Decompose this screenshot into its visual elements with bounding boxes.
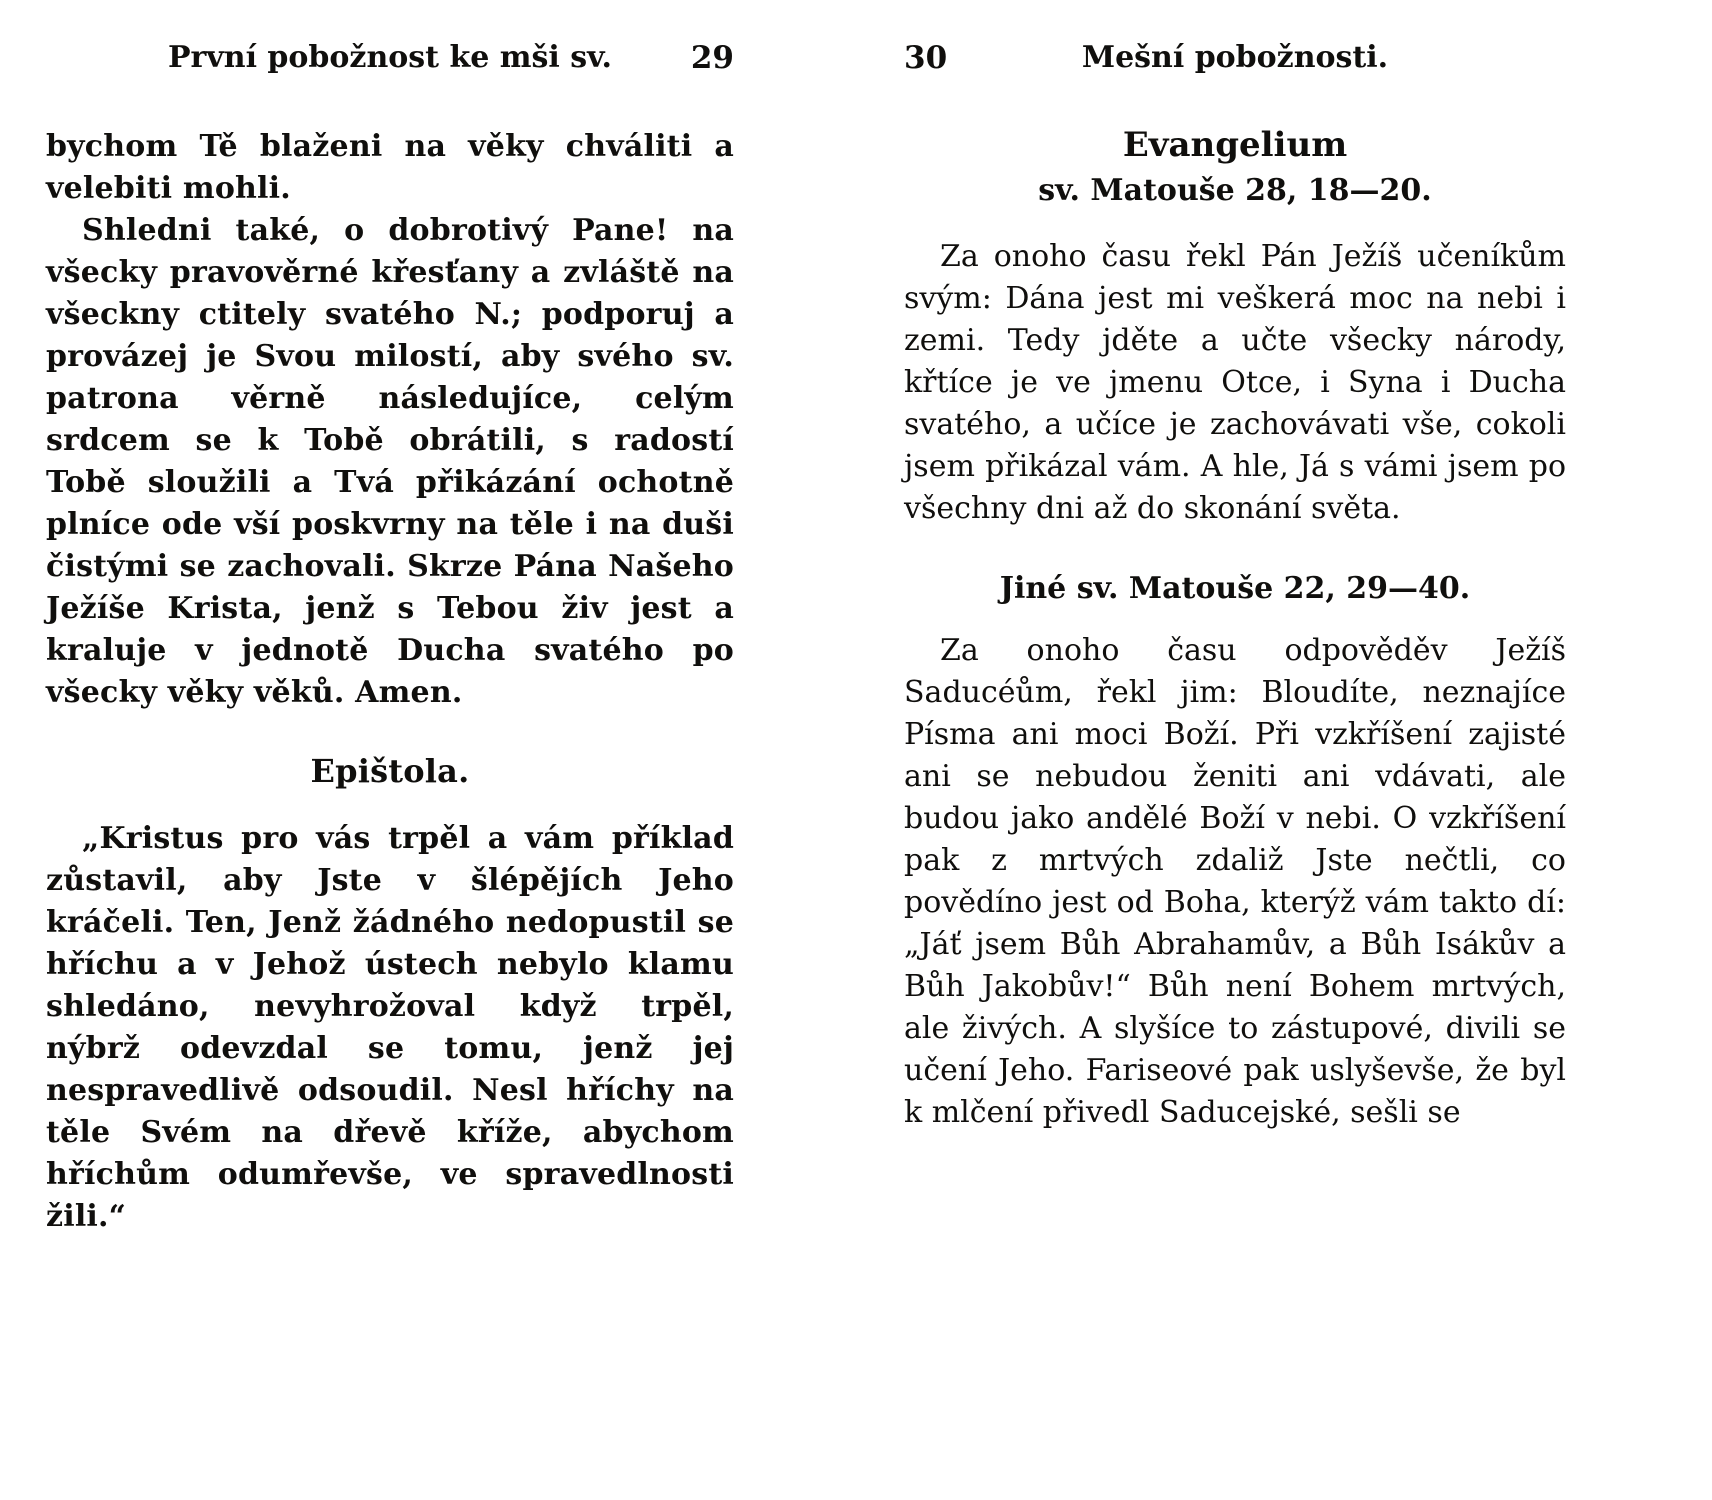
paragraph-continuation: bychom Tě blaženi na věky chváliti a velebiti mohli. bbox=[46, 129, 734, 206]
section-subheading-matous-22: Jiné sv. Matouše 22, 29—40. bbox=[999, 571, 1471, 606]
paragraph-matous-22: Za onoho času odpověděv Ježíš Saducéům, řekl jim: Bloudíte, neznajíce Písma ani moci Boží. Při vzkříšení zajisté ani se nebudou ženiti ani vdávati, ale budou jako andělé Boží v nebi. O vzkříšení pak z mrtvých zdaliž Jste nečtli, co povědíno jest od Boha, kterýž vám takto dí: „Jáť jsem Bůh Abrahamův, a Bůh Isákův a Bůh Jakobův!“ Bůh není Bohem mrtvých, ale živých. A slyšíce to zástupové, divili se učení Jeho. Fariseové pak uslyševše, že byl k mlčení přivedl Saducejské, sešli se bbox=[904, 633, 1566, 1130]
paragraph-matous-28: Za onoho času řekl Pán Ježíš učeníkům svým: Dána jest mi veškerá moc na nebi i zemi. Tedy jděte a učte všecky národy, křtíce je ve jmenu Otce, i Syna i Ducha svatého, a učíce je zachovávati vše, cokoli jsem přikázal vám. A hle, Já s vámi jsem po všechny dni až do skonání světa. bbox=[904, 239, 1566, 526]
section-subheading-matous-28: sv. Matouše 28, 18—20. bbox=[1038, 173, 1432, 208]
running-title-left: První pobožnost ke mši sv. bbox=[167, 40, 612, 75]
section-heading-epistola: Epištola. bbox=[310, 752, 470, 790]
page-number-30: 30 bbox=[904, 40, 948, 76]
running-title-right: Mešní pobožnosti. bbox=[1081, 40, 1389, 75]
page-29-header bbox=[46, 40, 734, 76]
page-number-29: 29 bbox=[690, 40, 734, 76]
page-30 bbox=[856, 0, 1712, 1500]
paragraph-kristus: „Kristus pro vás trpěl a vám příklad zůstavil, aby Jste v šlépějích Jeho kráčeli. Ten, Jenž žádného nedopustil se hříchu a v Jehož ústech nebylo klamu shledáno, nevyhrožoval když trpěl, nýbrž odevzdal se tomu, jenž jej nespravedlivě odsoudil. Nesl hříchy na těle Svém na dřevě kříže, abychom hříchům odumřevše, ve spravedlnosti žili.“ bbox=[46, 821, 734, 1234]
section-heading-evangelium: Evangelium bbox=[1122, 125, 1348, 165]
paragraph-shledni: Shledni také, o dobrotivý Pane! na všecky pravověrné křesťany a zvláště na všeckny ctitely svatého N.; podporuj a provázej je Svou milostí, aby svého sv. patrona věrně následujíce, celým srdcem se k Tobě obrátili, s radostí Tobě sloužili a Tvá přikázání ochotně plníce ode vší poskvrny na těle i na duši čistými se zachovali. Skrze Pána Našeho Ježíše Krista, jenž s Tebou živ jest a kraluje v jednotě Ducha svatého po všecky věky věků. Amen. bbox=[46, 213, 734, 710]
page-30-header bbox=[904, 40, 1566, 76]
page-29-body bbox=[46, 126, 734, 1238]
page-30-body bbox=[904, 126, 1566, 1134]
